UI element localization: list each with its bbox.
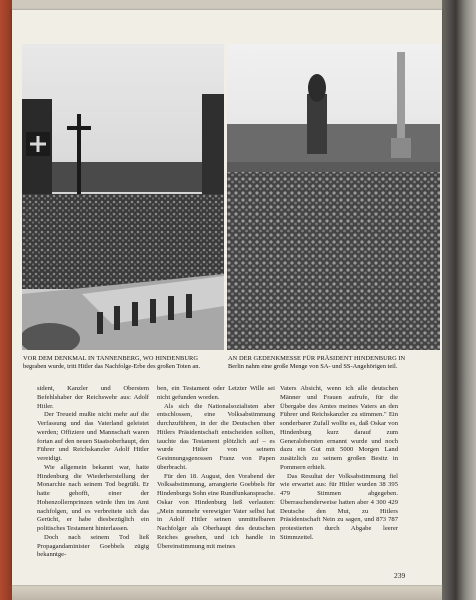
paragraph: Vaters Absicht, wenn ich alle deutschen Männer und Frauen aufrufe, für die Übergabe des Amtes meines Vaters an den Führer und Reichskanzler zu stimmen." Ein sonderbarer Zufall wollte es, daß Oskar von Hindenburg kurz darauf zum Generalobersten ernannt wurde und noch dazu ein Gut mit 5000 Morgen Land zusätzlich zu seinem großen Besitz in Pommern erhielt. <box>280 385 398 471</box>
caption-berlin-body: Berlin nahm eine große Menge von SA- und SS-Angehörigen teil. <box>228 362 398 370</box>
caption-berlin <box>228 355 440 370</box>
book-spine <box>442 0 476 600</box>
text-column-2 <box>157 385 275 551</box>
paragraph: Doch nach seinem Tod ließ Propagandaminister Goebbels zügig bekanntge- <box>37 533 149 559</box>
page-number: 239 <box>394 571 406 580</box>
book-page <box>12 10 442 585</box>
caption-tannenberg-body: begraben wurde, tritt Hitler das Nachfolge-Erbe des großen Toten an. <box>23 362 201 370</box>
paragraph: Für den 18. August, den Vorabend der Volksabstimmung, arrangierte Goebbels für Hindenburgs Sohn eine Rundfunkansprache. Oskar von Hindenburg ließ verlauten: „Mein nunmehr verewigter Vater selbst hat in Adolf Hitler seinen unmittelbaren Nachfolger als Oberhaupt des deutschen Reiches gesehen, und ich handle in Übereinstimmung mit meines <box>157 472 275 550</box>
text-column-1 <box>37 385 149 560</box>
paragraph: Der Treueid mußte nicht mehr auf die Verfassung und das Vaterland geleistet werden; Offiziere und Mannschaft waren fortan auf den neuen Staatsoberhaupt, den Führer und Reichskanzler Adolf Hitler vereidigt. <box>37 411 149 462</box>
berlin-memorial-crowd-photo <box>227 44 440 350</box>
page-stack-edge <box>12 585 442 600</box>
tannenberg-memorial-photo <box>22 44 224 350</box>
caption-berlin-head: AN DER GEDENKMESSE FÜR PRÄSIDENT HINDENBURG IN <box>228 355 406 362</box>
paragraph: Das Resultat der Volksabstimmung fiel wie erwartet aus: für Hitler wurden 38 395 479 Stimmen abgegeben. Überraschenderweise hatten aber 4 300 429 Deutsche den Mut, zu Hitlers Präsidentschaft Nein zu sagen, und 873 787 protestierten durch Abgabe leerer Stimmzettel. <box>280 472 398 541</box>
book-cover-edge <box>0 0 12 600</box>
paragraph: Als sich die Nationalsozialisten aber entschlossen, eine Volksabstimmung durchzuführen, in der die Deutschen über Hitlers Präsidentschaft entscheiden sollten, tauchte das Testament plötzlich auf – es wurde Hitler von seinem Gesinnungsgenossen Franz von Papen überbracht. <box>157 402 275 471</box>
paragraph: sident, Kanzler und Oberstem Befehlshaber der Reichswehr aus: Adolf Hitler. <box>37 385 149 410</box>
tannenberg-photo-graphic <box>22 44 224 350</box>
text-column-3 <box>280 385 398 543</box>
caption-tannenberg-head: VOR DEM DENKMAL IN TANNENBERG, WO HINDENBURG <box>23 355 198 362</box>
berlin-photo-graphic <box>227 44 440 350</box>
paragraph: Wie allgemein bekannt war, hatte Hindenburg die Wiederherstellung der Monarchie nach seinem Tod begrüßt. Er hatte gehofft, einer der Hohenzollernprinzen würde ihm im Amt nachfolgen, und es verbreitete sich das Gerücht, er habe diesbezüglich ein politisches Testament hinterlassen. <box>37 463 149 532</box>
caption-tannenberg <box>23 355 223 370</box>
paragraph: ben, ein Testament oder Letzter Wille sei nicht gefunden worden. <box>157 385 275 401</box>
